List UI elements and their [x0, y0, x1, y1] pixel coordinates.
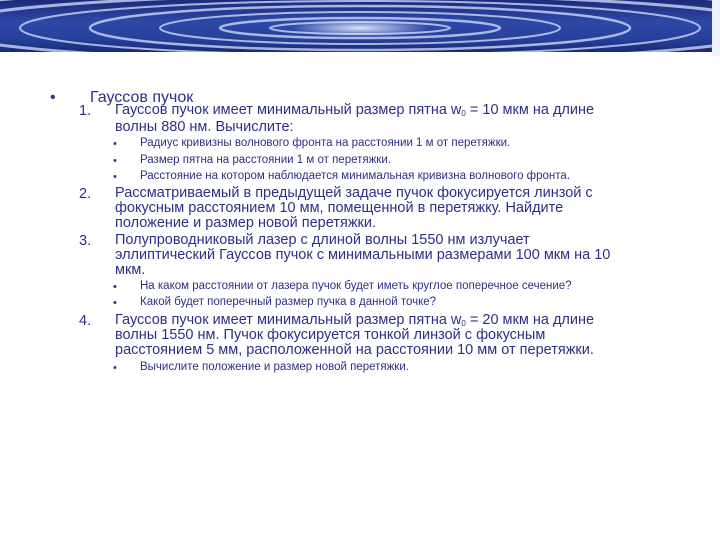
item-3-line-3: мкм. — [115, 262, 146, 278]
sub-bullet-marker: • — [113, 281, 117, 293]
item-3-number: 3. — [79, 233, 92, 249]
item-4-line-2: волны 1550 нм. Пучок фокусируется тонкой линзой с фокусным — [115, 327, 546, 343]
item-3-line-2: эллиптический Гауссов пучок с минимальными размерами 100 мкм на 10 — [115, 247, 611, 263]
sub-bullet-marker: • — [113, 362, 117, 374]
item-4-sub-1: Вычислите положение и размер новой перетяжки. — [140, 361, 409, 373]
section-heading: Гауссов пучок — [90, 89, 194, 106]
sub-bullet-marker: • — [113, 297, 117, 309]
item-3-line-1: Полупроводниковый лазер с длиной волны 1550 нм излучает — [115, 232, 530, 248]
item-2-line-3: положение и размер новой перетяжки. — [115, 215, 376, 231]
water-ripple-decoration — [0, 0, 720, 56]
item-4-line-3: расстоянием 5 мм, расположенной на расстоянии 10 мм от перетяжки. — [115, 342, 594, 358]
item-1-sub-1: Радиус кривизны волнового фронта на расстоянии 1 м от перетяжки. — [140, 137, 511, 149]
item-1-line-2: волны 880 нм. Вычислите: — [115, 119, 294, 135]
sub-bullet-marker: • — [113, 171, 117, 183]
header-water-banner — [0, 0, 720, 56]
main-bullet-marker: • — [50, 89, 56, 106]
item-2-line-2: фокусным расстоянием 10 мм, помещенной в перетяжку. Найдите — [115, 200, 564, 216]
item-1-number: 1. — [79, 103, 92, 119]
item-2-number: 2. — [79, 186, 92, 202]
item-2-line-1: Рассматриваемый в предыдущей задаче пучок фокусируется линзой с — [115, 185, 593, 201]
item-3-sub-2: Какой будет поперечный размер пучка в данной точке? — [140, 296, 437, 308]
sub-bullet-marker: • — [113, 138, 117, 150]
item-1-sub-2: Размер пятна на расстоянии 1 м от перетяжки. — [140, 154, 391, 166]
sub-bullet-marker: • — [113, 155, 117, 167]
item-4-number: 4. — [79, 313, 92, 329]
item-3-sub-1: На каком расстоянии от лазера пучок будет иметь круглое поперечное сечение? — [140, 280, 572, 292]
item-4-line-1: Гауссов пучок имеет минимальный размер пятна $w_0 = 20$ мкм на длине — [115, 312, 595, 328]
item-1-line-1: Гауссов пучок имеет минимальный размер пятна $w_0 = 10$ мкм на длине — [115, 102, 595, 118]
item-1-sub-3: Расстояние на котором наблюдается минимальная кривизна волнового фронта. — [140, 170, 571, 182]
